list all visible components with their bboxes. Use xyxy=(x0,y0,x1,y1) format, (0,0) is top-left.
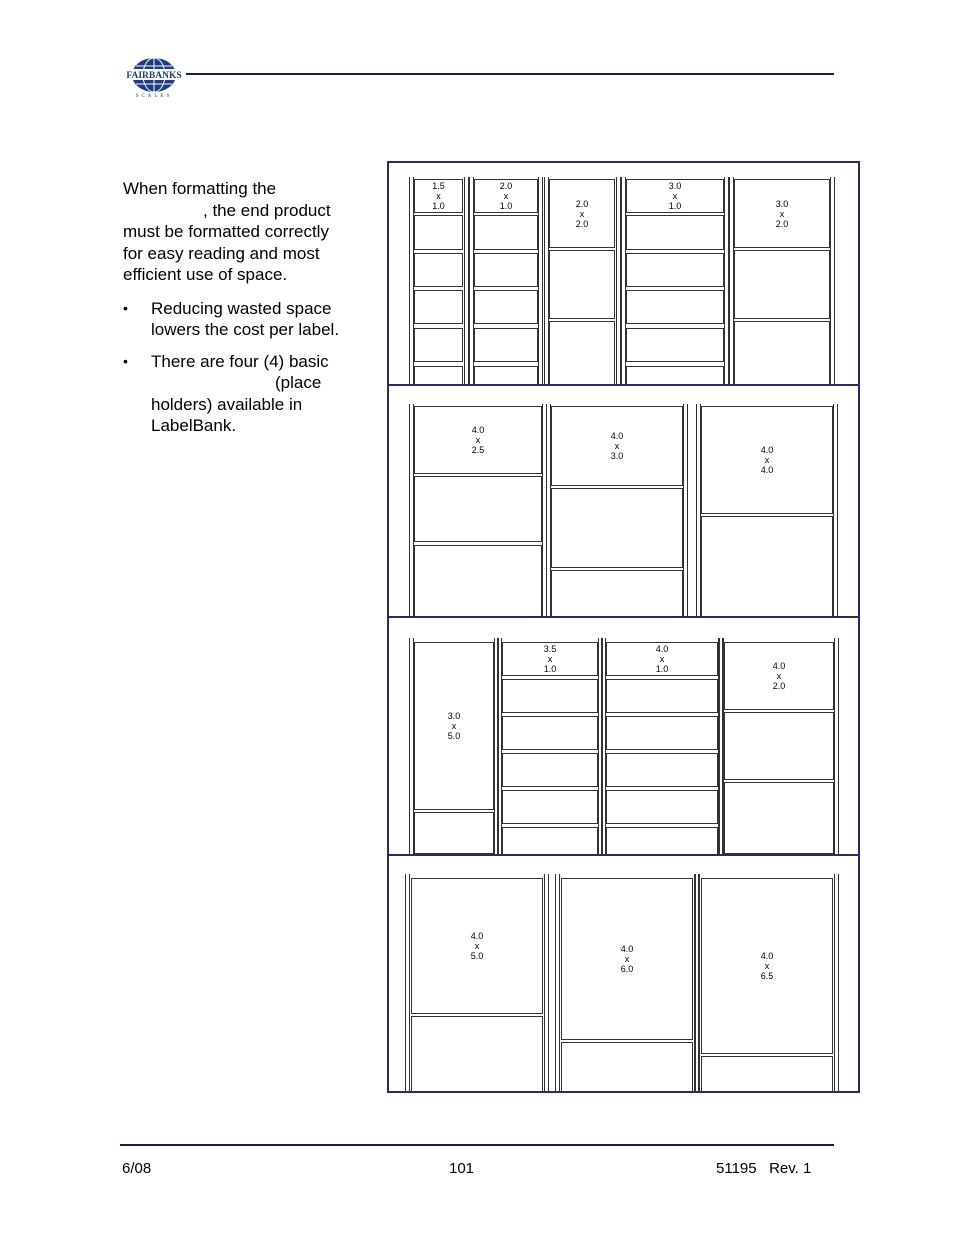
label-dim: 3.5 xyxy=(543,644,557,654)
label-dim: 4.0 xyxy=(655,644,669,654)
label-blank xyxy=(414,215,463,250)
label-dim: 2.5 xyxy=(471,445,485,455)
intro-line: must be formatted correctly xyxy=(123,222,329,241)
bullet-line: (place xyxy=(275,373,322,392)
label-4-0x6-5 xyxy=(701,878,833,1054)
bullet-item xyxy=(123,351,373,437)
label-4-0x4-0 xyxy=(701,406,833,514)
label-dim: 5.0 xyxy=(470,951,484,961)
label-dim: 1.5 xyxy=(432,181,445,191)
label-blank xyxy=(606,790,718,824)
figure-panel-2 xyxy=(387,384,860,618)
label-roll xyxy=(719,638,839,856)
label-dim: 2.0 xyxy=(575,218,589,229)
label-dim: 4.0 xyxy=(760,465,774,475)
label-blank xyxy=(474,366,538,386)
bullet-line: LabelBank. xyxy=(151,416,237,435)
label-blank xyxy=(734,321,830,386)
bullet-marker: • xyxy=(123,299,128,316)
label-blank xyxy=(502,790,598,824)
label-dim: 3.0 xyxy=(668,181,682,191)
label-dim: 4.0 xyxy=(470,931,484,941)
label-dim: x xyxy=(779,208,785,219)
label-roll xyxy=(601,638,723,856)
label-roll xyxy=(409,638,499,856)
label-3-5x1-0 xyxy=(502,642,598,676)
bullet-marker: • xyxy=(123,352,128,369)
label-roll xyxy=(729,177,835,386)
label-dim: 1.0 xyxy=(499,201,513,211)
label-sizes-figure xyxy=(387,161,860,1093)
label-4-0x6-0 xyxy=(561,878,693,1040)
label-blank xyxy=(414,545,542,617)
label-dim: 2.0 xyxy=(772,681,786,691)
label-dim: x xyxy=(474,941,480,951)
label-dim: 3.0 xyxy=(447,711,461,721)
label-dim: 6.5 xyxy=(760,971,774,981)
label-roll xyxy=(469,177,543,386)
label-roll xyxy=(621,177,729,386)
bullet-list xyxy=(123,298,373,437)
label-dim: 4.0 xyxy=(760,445,774,455)
label-4-0x1-0 xyxy=(606,642,718,676)
header-rule xyxy=(186,73,834,75)
label-blank xyxy=(551,570,683,618)
logo-wordmark: FAIRBANKS xyxy=(126,71,182,81)
label-blank xyxy=(414,290,463,324)
label-blank xyxy=(626,253,724,287)
label-dim: x xyxy=(672,191,678,201)
label-3-0x5-0 xyxy=(414,642,494,810)
label-blank xyxy=(411,1016,543,1093)
label-dim: 2.0 xyxy=(775,218,789,229)
label-blank xyxy=(606,827,718,856)
label-blank xyxy=(549,321,615,386)
label-4-0x2-5 xyxy=(414,406,542,474)
label-blank xyxy=(626,215,724,250)
label-dim: 4.0 xyxy=(620,944,634,954)
label-blank xyxy=(626,366,724,386)
label-blank xyxy=(502,827,598,856)
label-dim: x xyxy=(776,671,782,681)
label-dim: 1.0 xyxy=(432,201,445,211)
label-roll xyxy=(544,177,621,386)
label-dim: 2.0 xyxy=(499,181,513,191)
label-blank xyxy=(414,366,463,386)
intro-paragraph xyxy=(123,178,373,286)
label-dim: x xyxy=(624,954,630,964)
label-dim: x xyxy=(451,721,457,731)
label-blank xyxy=(502,679,598,713)
label-blank xyxy=(701,516,833,618)
label-dim: 3.0 xyxy=(610,451,624,461)
label-blank xyxy=(724,782,834,854)
label-blank xyxy=(734,250,830,319)
label-roll xyxy=(497,638,603,856)
label-4-0x5-0 xyxy=(411,878,543,1014)
label-blank xyxy=(551,488,683,568)
label-blank xyxy=(626,328,724,362)
bullet-item xyxy=(123,298,373,341)
intro-line: When formatting the xyxy=(123,179,277,198)
label-roll xyxy=(696,404,838,618)
label-blank xyxy=(724,712,834,780)
label-dim: 1.0 xyxy=(668,201,682,211)
label-dim: 1.0 xyxy=(543,664,557,674)
figure-panel-1 xyxy=(387,161,860,386)
label-2-0x1-0 xyxy=(474,179,538,213)
label-dim: 4.0 xyxy=(471,425,485,435)
label-roll xyxy=(555,874,699,1093)
label-2-0x2-0 xyxy=(549,179,615,248)
label-roll xyxy=(409,177,469,386)
label-dim: 3.0 xyxy=(775,198,789,209)
label-dim: x xyxy=(475,435,481,445)
label-roll xyxy=(409,404,547,618)
label-blank xyxy=(474,290,538,324)
label-blank xyxy=(414,812,494,854)
label-blank xyxy=(549,250,615,319)
label-dim: 4.0 xyxy=(610,431,624,441)
body-text xyxy=(123,178,373,447)
label-roll xyxy=(405,874,549,1093)
label-4-0x2-0 xyxy=(724,642,834,710)
label-blank xyxy=(414,253,463,287)
label-roll xyxy=(546,404,688,618)
label-blank xyxy=(414,328,463,362)
intro-line: for easy reading and most xyxy=(123,243,320,263)
label-3-0x1-0 xyxy=(626,179,724,213)
label-dim: 4.0 xyxy=(772,661,786,671)
label-blank xyxy=(606,716,718,750)
figure-panel-3 xyxy=(387,616,860,856)
label-4-0x3-0 xyxy=(551,406,683,486)
logo-subtext: SCALES xyxy=(135,94,173,98)
label-dim: x xyxy=(503,191,509,201)
label-dim: 2.0 xyxy=(575,198,589,209)
label-dim: x xyxy=(614,441,620,451)
footer-page-number: 101 xyxy=(449,1160,475,1177)
label-blank xyxy=(502,753,598,787)
label-blank xyxy=(606,753,718,787)
intro-line: efficient use of space. xyxy=(123,265,288,284)
label-dim: x xyxy=(547,654,553,664)
label-1-5x1-0 xyxy=(414,179,463,213)
label-dim: x xyxy=(436,191,441,201)
label-dim: 6.0 xyxy=(620,964,634,974)
intro-line: , the end product xyxy=(203,200,331,220)
label-dim: x xyxy=(764,961,770,971)
label-dim: 5.0 xyxy=(447,731,461,741)
footer-date: 6/08 xyxy=(122,1160,152,1177)
label-roll xyxy=(695,874,839,1093)
label-blank xyxy=(701,1056,833,1093)
label-dim: 4.0 xyxy=(760,951,774,961)
bullet-line: Reducing wasted space xyxy=(151,298,332,318)
bullet-line: holders) available in xyxy=(151,394,303,414)
label-blank xyxy=(414,476,542,542)
label-dim: x xyxy=(659,654,665,664)
bullet-line: lowers the cost per label. xyxy=(151,320,340,339)
label-blank xyxy=(626,290,724,324)
fairbanks-logo xyxy=(124,56,184,98)
label-dim: 1.0 xyxy=(655,664,669,674)
figure-panel-4 xyxy=(387,854,860,1093)
label-3-0x2-0 xyxy=(734,179,830,248)
bullet-line: There are four (4) basic xyxy=(151,351,329,371)
label-blank xyxy=(474,215,538,250)
label-dim: x xyxy=(764,455,770,465)
footer-rule xyxy=(120,1144,834,1146)
label-blank xyxy=(606,679,718,713)
label-dim: x xyxy=(579,208,585,219)
label-blank xyxy=(474,328,538,362)
label-blank xyxy=(502,716,598,750)
label-blank xyxy=(561,1042,693,1093)
label-blank xyxy=(474,253,538,287)
footer-doc-number: 51195 Rev. 1 xyxy=(716,1160,812,1177)
